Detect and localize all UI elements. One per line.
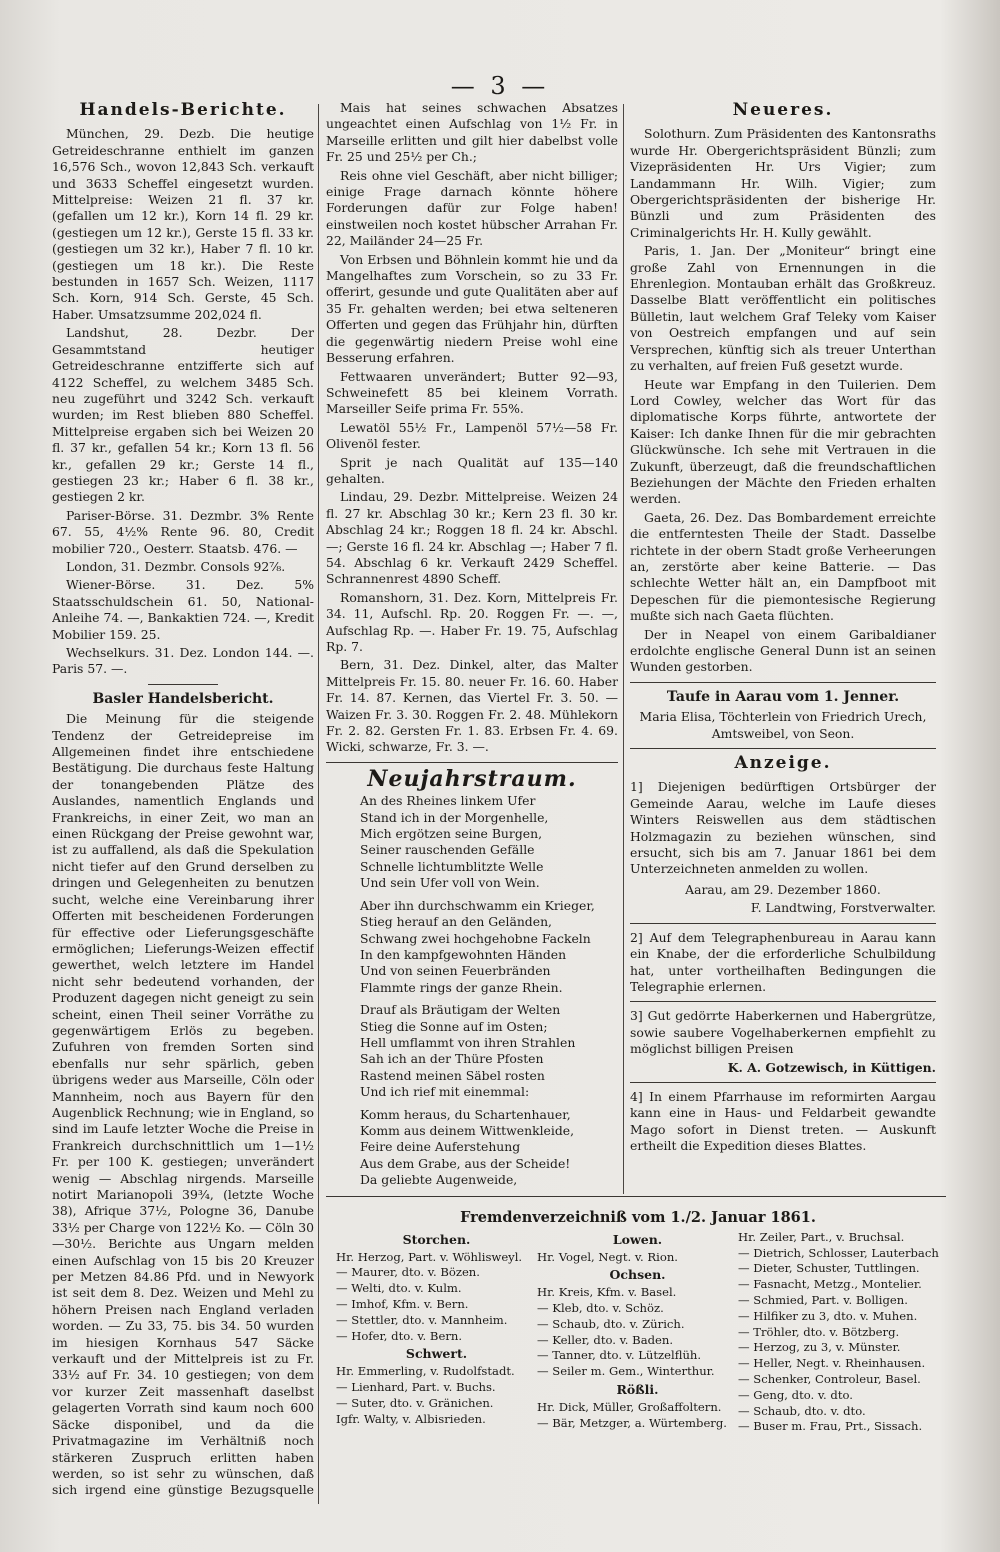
hotel-name: Schwert. xyxy=(405,1346,468,1362)
guest-column xyxy=(537,1230,738,1435)
guest-column xyxy=(738,1230,939,1435)
advertisement xyxy=(630,1008,936,1076)
poem-line: Feire deine Auferstehung xyxy=(360,1139,521,1155)
guest-entry: — Fasnacht, Metzg., Montelier. xyxy=(738,1277,922,1292)
poem-line: Schwang zwei hochgehobne Fackeln xyxy=(360,930,591,946)
poem-line: Seiner rauschenden Gefälle xyxy=(360,842,535,858)
poem-line: Sah ich an der Thüre Pfosten xyxy=(360,1051,544,1067)
guest-register xyxy=(336,1210,940,1510)
guest-entry: — Schmied, Part. v. Bolligen. xyxy=(738,1292,908,1307)
hotel-name: Ochsen. xyxy=(609,1267,666,1283)
divider xyxy=(326,1196,946,1197)
poem-stanza xyxy=(326,793,618,891)
article-paragraph: Reis ohne viel Geschäft, aber nicht billiger; einige Frage darnach könnte höhere Forderungen dafür zur Folge haben! einstweilen noch kostet hübscher Arrahan Fr. 22, Mailänder 24—25 Fr. xyxy=(326,167,618,249)
guest-entry: — Maurer, dto. v. Bözen. xyxy=(336,1265,480,1280)
guest-entry: — Herzog, zu 3, v. Münster. xyxy=(738,1340,901,1355)
guest-entry: — Seiler m. Gem., Winterthur. xyxy=(537,1364,715,1379)
guest-entry: — Hofer, dto. v. Bern. xyxy=(336,1328,463,1343)
hotel-name: Rößli. xyxy=(616,1381,659,1397)
poem xyxy=(326,793,618,1190)
guest-entry: — Schaub, dto. v. dto. xyxy=(738,1403,866,1418)
poem-line: Aus dem Grabe, aus der Scheide! xyxy=(360,1155,571,1171)
advertisement xyxy=(630,930,936,996)
section-heading-basel-report: Basler Handelsbericht. xyxy=(92,690,274,707)
guest-entry: — Stettler, dto. v. Mannheim. xyxy=(336,1312,508,1327)
divider xyxy=(630,1082,936,1083)
divider xyxy=(630,682,936,683)
poem-line: An des Rheines linkem Ufer xyxy=(360,793,536,809)
guest-entry: — Dietrich, Schlosser, Lauterbach xyxy=(738,1245,939,1260)
ad-signature: K. A. Gotzewisch, in Küttigen. xyxy=(727,1059,936,1075)
article-paragraph: Romanshorn, 31. Dez. Korn, Mittelpreis Fr. 34. 11, Aufschl. Rp. 20. Roggen Fr. —. —, Aufschlag Rp. —. Haber Fr. 19. 75, Aufschlag Rp. 7. xyxy=(326,589,618,654)
article-paragraph: Bern, 31. Dez. Dinkel, alter, das Malter Mittelpreis Fr. 15. 80. neuer Fr. 16. 60. Haber Fr. 14. 87. Kernen, das Viertel Fr. 3. 50. — Waizen Fr. 3. 30. Roggen Fr. 2. 48. Mühlekorn Fr. 2. 82. Gersten Fr. 1. 83. Erbsen Fr. 4. 69. Wicki, schwarze, Fr. 3. —. xyxy=(326,657,618,755)
guest-column xyxy=(336,1230,537,1435)
guest-entry: — Dieter, Schuster, Tuttlingen. xyxy=(738,1261,920,1276)
column-news-and-ads xyxy=(630,100,936,1190)
poem-line: Und sein Ufer voll von Wein. xyxy=(360,875,540,891)
poem-line: Flammte rings der ganze Rhein. xyxy=(360,979,563,995)
article-paragraph: Die Meinung für die steigende Tendenz der Getreidepreise im Allgemeinen findet ihre entschiedene Bestätigung. Die durchaus feste Haltung der tonangebenden Plätze des Auslandes, namentlich Englands und Frankreichs, in einer Zeit, wo man an einen Rückgang der Preise gewohnt war, ist zu auffallend, als daß die Spekulation nicht tiefer auf den Grund derselben zu dringen und Gelegenheiten zu benutzen sucht, welche eine Vereinbarung ihrer Offerten mit bescheidenen Forderungen für effective oder Lieferungsgeschäfte ermöglichen; Lieferungs-Weizen effectif gewerthet, welch letztere im Handel nicht sehr bedeutend vorhanden, der Produzent dagegen nicht geneigt zu sein scheint, einen Theil seiner Vorräthe zu gegenwärtigem Erlös zu begeben. Zufuhren von fremden Sorten sind ebenfalls nur sehr spärlich, geben übrigens weder aus Marseille, Cöln oder Mannheim, noch aus Bayern für den Augenblick Rechnung; wie in England, so sind im Laufe letzter Woche die Preise in Frankreich durchschnittlich um 1—1½ Fr. per 100 K. gestiegen; unverändert wenig — Abschlag nirgends. Marseille notirt Marianopoli 39¾, (letzte Woche 38), Afrique 37½, Pologne 36, Danube 33½ per Charge von 122½ Ko. — Cöln 30—30½. Berichte aus Ungarn melden einen Aufschlag von 15 bis 20 Kreuzer per Metzen 84.86 Pfd. und in Newyork ist seit dem 8. Dez. Weizen und Mehl zu höhern Preisen nach England verladen worden. — Zu 33, 75. bis 34. 50 wurden im hiesigen Kornhaus 547 Säcke verkauft und der Mittelpreis ist zu Fr. 33½ auf Fr. 34. 10 gestiegen; von dem vor kurzer Zeit massenhaft daselbst gelagerten Vorrath sind kaum noch 600 Säcke disponibel, und da die Privatmagazine im Verhältniß noch stärkeren Zuspruch erlitten haben werden, so ist sehr zu wünschen, daß sich irgend eine günstige Bezugsquelle xyxy=(52,711,314,1498)
article-paragraph: Landshut, 28. Dezbr. Der Gesammtstand heutiger Getreideschranne entzifferte sich auf 4122 Scheffel, zu welchem 3485 Sch. neu zugeführt und 3242 Sch. verkauft wurden; im Rest blieben 880 Scheffel. Mittelpreise ergaben sich bei Weizen 20 fl. 37 kr., gefallen 54 kr.; Korn 13 fl. 56 kr., gefallen 29 kr.; Gerste 14 fl., gestiegen 23 kr.; Haber 6 fl. 38 kr., gestiegen 2 kr. xyxy=(52,325,314,505)
guest-entry: Hr. Emmerling, v. Rudolfstadt. xyxy=(336,1364,515,1379)
poem-line: Rastend meinen Säbel rosten xyxy=(360,1067,545,1083)
guest-entry: Hr. Vogel, Negt. v. Rion. xyxy=(537,1249,678,1264)
poem-line: Stand ich in der Morgenhelle, xyxy=(360,809,549,825)
poem-stanza xyxy=(326,1107,618,1190)
divider xyxy=(630,748,936,749)
column-market-and-poem xyxy=(326,100,618,1190)
poem-line: Stieg die Sonne auf im Osten; xyxy=(360,1018,548,1034)
poem-line: Hell umflammt von ihren Strahlen xyxy=(360,1034,576,1050)
baptism-heading: Taufe in Aarau vom 1. Jenner. xyxy=(666,688,900,705)
guest-entry: Hr. Kreis, Kfm. v. Basel. xyxy=(537,1285,677,1300)
poem-line: Aber ihn durchschwamm ein Krieger, xyxy=(360,897,595,913)
article-paragraph: Wiener-Börse. 31. Dez. 5% Staatsschuldschein 61. 50, National-Anleihe 74. —, Bankaktien 724. —, Kredit Mobilier 159. 25. xyxy=(52,577,314,642)
guest-entry: Igfr. Walty, v. Albisrieden. xyxy=(336,1411,486,1426)
guest-entry: — Imhof, Kfm. v. Bern. xyxy=(336,1296,469,1311)
guest-entry: Hr. Zeiler, Part., v. Bruchsal. xyxy=(738,1229,905,1244)
ad-text: 1] Diejenigen bedürftigen Ortsbürger der Gemeinde Aarau, welche im Laufe dieses Winters Reiswellen aus dem städtischen Holzmagazin zu beziehen wünschen, sind ersucht, sich bis am 7. Januar 1861 bei dem Unterzeichneten anmelden zu wollen. xyxy=(630,779,936,877)
hotel-name: Lowen. xyxy=(612,1231,663,1247)
advertisement xyxy=(630,1089,936,1155)
guest-entry: Hr. Dick, Müller, Großaffoltern. xyxy=(537,1399,722,1414)
divider xyxy=(148,684,218,685)
guest-entry: — Schenker, Controleur, Basel. xyxy=(738,1371,921,1386)
article-paragraph: Solothurn. Zum Präsidenten des Kantonsraths wurde Hr. Obergerichtspräsident Bünzli; zum Vizepräsidenten Hr. Urs Vigier; zum Landammann Hr. Wilh. Vigier; zum Obergerichtspräsidenten der bisherige Hr. Bünzli und zum Präsidenten des Criminalgerichts Hr. H. Kully gewählt. xyxy=(630,126,936,240)
ad-signature: F. Landtwing, Forstverwalter. xyxy=(750,900,936,916)
guest-register-heading: Fremdenverzeichniß vom 1./2. Januar 1861. xyxy=(460,1209,816,1226)
guest-entry: — Kleb, dto. v. Schöz. xyxy=(537,1300,664,1315)
guest-entry: — Lienhard, Part. v. Buchs. xyxy=(336,1379,496,1394)
poem-line: Mich ergötzen seine Burgen, xyxy=(360,826,543,842)
article-paragraph: Lewatöl 55½ Fr., Lampenöl 57½—58 Fr. Olivenöl fester. xyxy=(326,419,618,452)
baptism-entry: Maria Elisa, Töchterlein von Friedrich Urech, Amtsweibel, von Seon. xyxy=(639,709,927,741)
column-rule xyxy=(623,104,624,1194)
poem-line: Und von seinen Feuerbränden xyxy=(360,963,551,979)
divider xyxy=(630,923,936,924)
section-heading-trade-reports: Handels-Berichte. xyxy=(79,100,287,120)
article-paragraph: Mais hat seines schwachen Absatzes ungeachtet einen Aufschlag von 1½ Fr. in Marseille erlitten und gilt hier dabelbst volle Fr. 25 und 25½ per Ch.; xyxy=(326,100,618,165)
guest-entry: — Tröhler, dto. v. Bötzberg. xyxy=(738,1324,900,1339)
guest-entry: — Heller, Negt. v. Rheinhausen. xyxy=(738,1356,926,1371)
page-number: — 3 — xyxy=(450,72,550,100)
column-trade-reports xyxy=(52,100,314,1500)
article-paragraph: Paris, 1. Jan. Der „Moniteur“ bringt eine große Zahl von Ernennungen in die Ehrenlegion. Montauban erhält das Großkreuz. Dasselbe Blatt veröffentlicht ein politisches Bülletin, laut welchem Graf Teleky vom Kaiser von Oestreich empfangen und auf sein Versprechen, künftig sich als treuer Unterthan zu verhalten, auf freien Fuß gesetzt wurde. xyxy=(630,243,936,374)
ad-text: 3] Gut gedörrte Haberkernen und Habergrütze, sowie saubere Vogelhaberkernen empfiehlt zu möglichst billigen Preisen xyxy=(630,1008,936,1057)
guest-entry: — Bär, Metzger, a. Würtemberg. xyxy=(537,1415,727,1430)
ad-date: Aarau, am 29. Dezember 1860. xyxy=(685,881,881,897)
poem-stanza xyxy=(326,1002,618,1100)
poem-line: Drauf als Bräutigam der Welten xyxy=(360,1002,561,1018)
article-paragraph: Von Erbsen und Böhnlein kommt hie und da Mangelhaftes zum Vorschein, so zu 33 Fr. offerirt, gesunde und gute Qualitäten aber auf 35 Fr. gehalten werden; bei etwa selteneren Offerten und gegen das Frühjahr hin, dürften die gegenwärtig niedern Preise wohl eine Besserung erfahren. xyxy=(326,251,618,366)
guest-entry: — Suter, dto. v. Gränichen. xyxy=(336,1395,494,1410)
poem-line: Stieg herauf an den Geländen, xyxy=(360,914,552,930)
guest-entry: — Welti, dto. v. Kulm. xyxy=(336,1281,462,1296)
guest-entry: — Geng, dto. v. dto. xyxy=(738,1387,853,1402)
article-paragraph: Pariser-Börse. 31. Dezmbr. 3% Rente 67. 55, 4½% Rente 96. 80, Credit mobilier 720., Oesterr. Staatsb. 476. — xyxy=(52,507,314,556)
poem-stanza xyxy=(326,898,618,996)
ad-text: 2] Auf dem Telegraphenbureau in Aarau kann ein Knabe, der die erforderliche Schulbildung hat, unter vortheilhaften Bedingungen die Telegraphie erlernen. xyxy=(630,929,936,994)
column-rule xyxy=(318,104,319,1504)
guest-entry: — Buser m. Frau, Prt., Sissach. xyxy=(738,1419,923,1434)
article-paragraph: London, 31. Dezmbr. Consols 92⅞. xyxy=(66,558,286,574)
poem-line: Da geliebte Augenweide, xyxy=(360,1172,518,1188)
divider xyxy=(630,1001,936,1002)
ad-text: 4] In einem Pfarrhause im reformirten Aargau kann eine in Haus- und Feldarbeit gewandte Mago sofort in Dienst treten. — Auskunft ertheilt die Expedition dieses Blattes. xyxy=(630,1088,936,1154)
article-paragraph: Der in Neapel von einem Garibaldianer erdolchte englische General Dunn ist an seinen Wunden gestorben. xyxy=(630,626,936,675)
article-paragraph: Sprit je nach Qualität auf 135—140 gehalten. xyxy=(326,454,618,486)
poem-line: Und ich rief mit einemmal: xyxy=(360,1084,530,1100)
guest-entry: — Tanner, dto. v. Lützelflüh. xyxy=(537,1348,702,1363)
poem-line: Komm aus deinem Wittwenkleide, xyxy=(360,1122,575,1138)
guest-entry: — Keller, dto. v. Baden. xyxy=(537,1332,674,1347)
advertisement xyxy=(630,779,936,916)
poem-line: In den kampfgewohnten Händen xyxy=(360,946,567,962)
guest-entry: — Hilfiker zu 3, dto. v. Muhen. xyxy=(738,1308,918,1323)
guest-entry: — Schaub, dto. v. Zürich. xyxy=(537,1316,685,1331)
article-paragraph: Heute war Empfang in den Tuilerien. Dem Lord Cowley, welcher das Wort für das diplomatische Korps führte, antwortete der Kaiser: Ich danke Ihnen für die mir gebrachten Glückwünsche. Ich sehe mit Vertrauen in die Zukunft, überzeugt, daß die freundschaftlichen Beziehungen der Mächte den Frieden erhalten werden. xyxy=(630,376,936,507)
hotel-name: Storchen. xyxy=(402,1231,471,1247)
poem-title: Neujahrstraum. xyxy=(367,765,577,792)
article-paragraph: Lindau, 29. Dezbr. Mittelpreise. Weizen 24 fl. 27 kr. Abschlag 30 kr.; Kern 23 fl. 30 kr. Abschlag 24 kr.; Roggen 18 fl. 24 kr. Abschl. —; Gerste 16 fl. 24 kr. Abschlag —; Haber 7 fl. 54. Abschlag 6 kr. Verkauft 2429 Scheffel. Schrannenrest 4890 Scheff. xyxy=(326,489,618,587)
article-paragraph: Gaeta, 26. Dez. Das Bombardement erreichte die entferntesten Theile der Stadt. Dasselbe richtete in der obern Stadt große Verheerungen an, zerstörte aber keine Batterie. — Das schlechte Wetter hält an, ein Dampfboot mit Depeschen für die piemontesische Regierung mußte sich nach Gaeta flüchten. xyxy=(630,509,936,624)
article-paragraph: München, 29. Dezb. Die heutige Getreideschranne enthielt im ganzen 16,576 Sch., wovon 12,843 Sch. verkauft und 3633 Scheffel eingesetzt wurden. Mittelpreise: Weizen 21 fl. 37 kr. (gefallen um 12 kr.), Korn 14 fl. 29 kr. (gestiegen um 12 kr.), Gerste 15 fl. 33 kr. (gestiegen um 32 kr.), Haber 7 fl. 10 kr. (gestiegen um 18 kr.). Die Reste bestunden in 1657 Sch. Weizen, 1117 Sch. Korn, 914 Sch. Gerste, 45 Sch. Haber. Umsatzsumme 202,024 fl. xyxy=(52,126,314,322)
divider xyxy=(326,762,618,763)
section-heading-news: Neueres. xyxy=(732,100,834,120)
poem-line: Komm heraus, du Schartenhauer, xyxy=(360,1106,571,1122)
guest-entry: Hr. Herzog, Part. v. Wöhlisweyl. xyxy=(336,1249,523,1264)
article-paragraph: Fettwaaren unverändert; Butter 92—93, Schweinefett 85 bei kleinem Vorrath. Marseiller Seife prima Fr. 55%. xyxy=(326,368,618,417)
poem-line xyxy=(326,1189,618,1190)
article-paragraph: Wechselkurs. 31. Dez. London 144. —. Paris 57. —. xyxy=(52,645,314,677)
poem-line: Schnelle lichtumblitzte Welle xyxy=(360,858,544,874)
section-heading-ads: Anzeige. xyxy=(734,753,832,774)
